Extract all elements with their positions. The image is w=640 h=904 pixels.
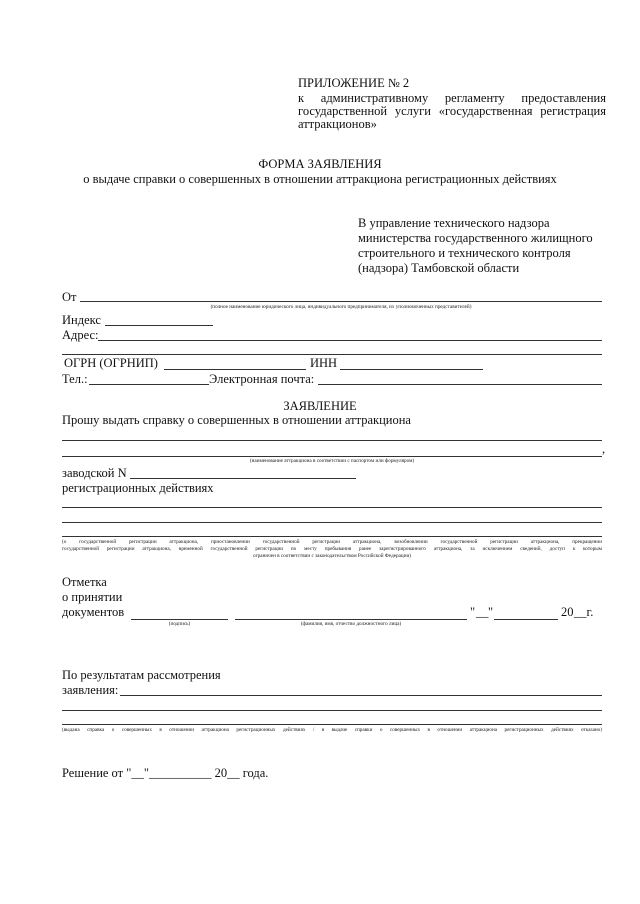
date-year-prefix: 20 xyxy=(561,605,574,619)
address-label: Адрес: xyxy=(62,328,99,342)
phone-field-line[interactable] xyxy=(89,384,209,385)
appendix-line-3: аттракционов» xyxy=(298,117,377,131)
statement-heading: ЗАЯВЛЕНИЕ xyxy=(283,399,357,413)
attraction-field-line-1[interactable] xyxy=(62,440,602,441)
appendix-line-2: государственной услуги «государственная регистрация xyxy=(298,104,606,118)
addressee-line-4: (надзора) Тамбовской области xyxy=(358,261,520,275)
appendix-line-1: к административному регламенту предоставления xyxy=(298,91,606,105)
actions-field-line-1[interactable] xyxy=(62,507,602,508)
from-field-line[interactable] xyxy=(80,301,602,302)
decision-text: Решение от "__"__________ 20__ года. xyxy=(62,766,269,780)
acceptance-line-3: документов xyxy=(62,605,125,619)
results-field-line-2[interactable] xyxy=(62,710,602,711)
from-label: От xyxy=(62,290,77,304)
results-hint: (выдана справка о совершенных в отношении аттракциона регистрационных действиях / в выдаче справки о совершенных в отношении аттракциона регистрационных действиях отказано) xyxy=(62,727,602,733)
address-field-line-2[interactable] xyxy=(62,354,602,355)
acceptance-line-2: о принятии xyxy=(62,590,123,604)
actions-hint-line-2: государственной регистрации аттракциона, временной государственной регистрации по месту пребывания ранее зарегистрированного аттракциона, за исключением сведений, доступ к которым xyxy=(62,546,602,552)
signature-hint: (подпись) xyxy=(168,621,191,627)
official-name-hint: (фамилия, имя, отчество должностного лица) xyxy=(300,621,402,627)
index-field-line[interactable] xyxy=(105,325,213,326)
actions-hint-line-1: (о государственной регистрации аттракциона, приостановлении государственной регистрации аттракциона, возобновлении государственной регистрации аттракциона, прекращении xyxy=(62,539,602,545)
addressee-line-2: министерства государственного жилищного xyxy=(358,231,593,245)
addressee-line-1: В управление технического надзора xyxy=(358,216,550,230)
form-title: ФОРМА ЗАЯВЛЕНИЯ xyxy=(258,157,382,171)
date-quote-close: " xyxy=(488,605,494,619)
signature-field-line[interactable] xyxy=(131,619,228,620)
attraction-hint: (наименование аттракциона в соответствии с паспортом или формуляром) xyxy=(249,458,415,464)
attraction-comma: , xyxy=(602,442,606,456)
addressee-line-3: строительного и технического контроля xyxy=(358,246,571,260)
actions-field-line-3[interactable] xyxy=(62,536,602,537)
results-line-2: заявления: xyxy=(62,683,119,697)
email-label: Электронная почта: xyxy=(209,372,315,386)
actions-hint-line-3: ограничен в соответствии с законодательством Российской Федерации) xyxy=(252,553,411,559)
serial-label: заводской N xyxy=(62,466,127,480)
official-name-field-line[interactable] xyxy=(235,619,467,620)
form-subtitle: о выдаче справки о совершенных в отношении аттракциона регистрационных действиях xyxy=(83,172,557,186)
results-line-1: По результатам рассмотрения xyxy=(62,668,221,682)
email-field-line[interactable] xyxy=(318,384,602,385)
from-hint: (полное наименование юридического лица, индивидуального предпринимателя, их уполномоченных представителей) xyxy=(210,304,472,310)
date-year-suffix: __г. xyxy=(574,605,594,619)
attraction-field-line-2[interactable] xyxy=(62,456,602,457)
date-day-blank: __ xyxy=(476,605,489,619)
date-quote-open: " xyxy=(470,605,476,619)
address-field-line[interactable] xyxy=(98,340,602,341)
reg-actions-label: регистрационных действиях xyxy=(62,481,214,495)
results-field-line-3[interactable] xyxy=(62,724,602,725)
appendix-title: ПРИЛОЖЕНИЕ № 2 xyxy=(298,76,410,90)
phone-label: Тел.: xyxy=(62,372,88,386)
index-label: Индекс xyxy=(62,313,101,327)
results-field-line-1[interactable] xyxy=(120,695,602,696)
statement-request: Прошу выдать справку о совершенных в отношении аттракциона xyxy=(62,413,411,427)
ogrn-field-line[interactable] xyxy=(164,369,306,370)
ogrn-label: ОГРН (ОГРНИП) xyxy=(64,356,158,370)
inn-field-line[interactable] xyxy=(340,369,483,370)
actions-field-line-2[interactable] xyxy=(62,522,602,523)
date-month-field-line[interactable] xyxy=(494,619,558,620)
serial-field-line[interactable] xyxy=(130,478,356,479)
acceptance-line-1: Отметка xyxy=(62,575,107,589)
inn-label: ИНН xyxy=(310,356,338,370)
